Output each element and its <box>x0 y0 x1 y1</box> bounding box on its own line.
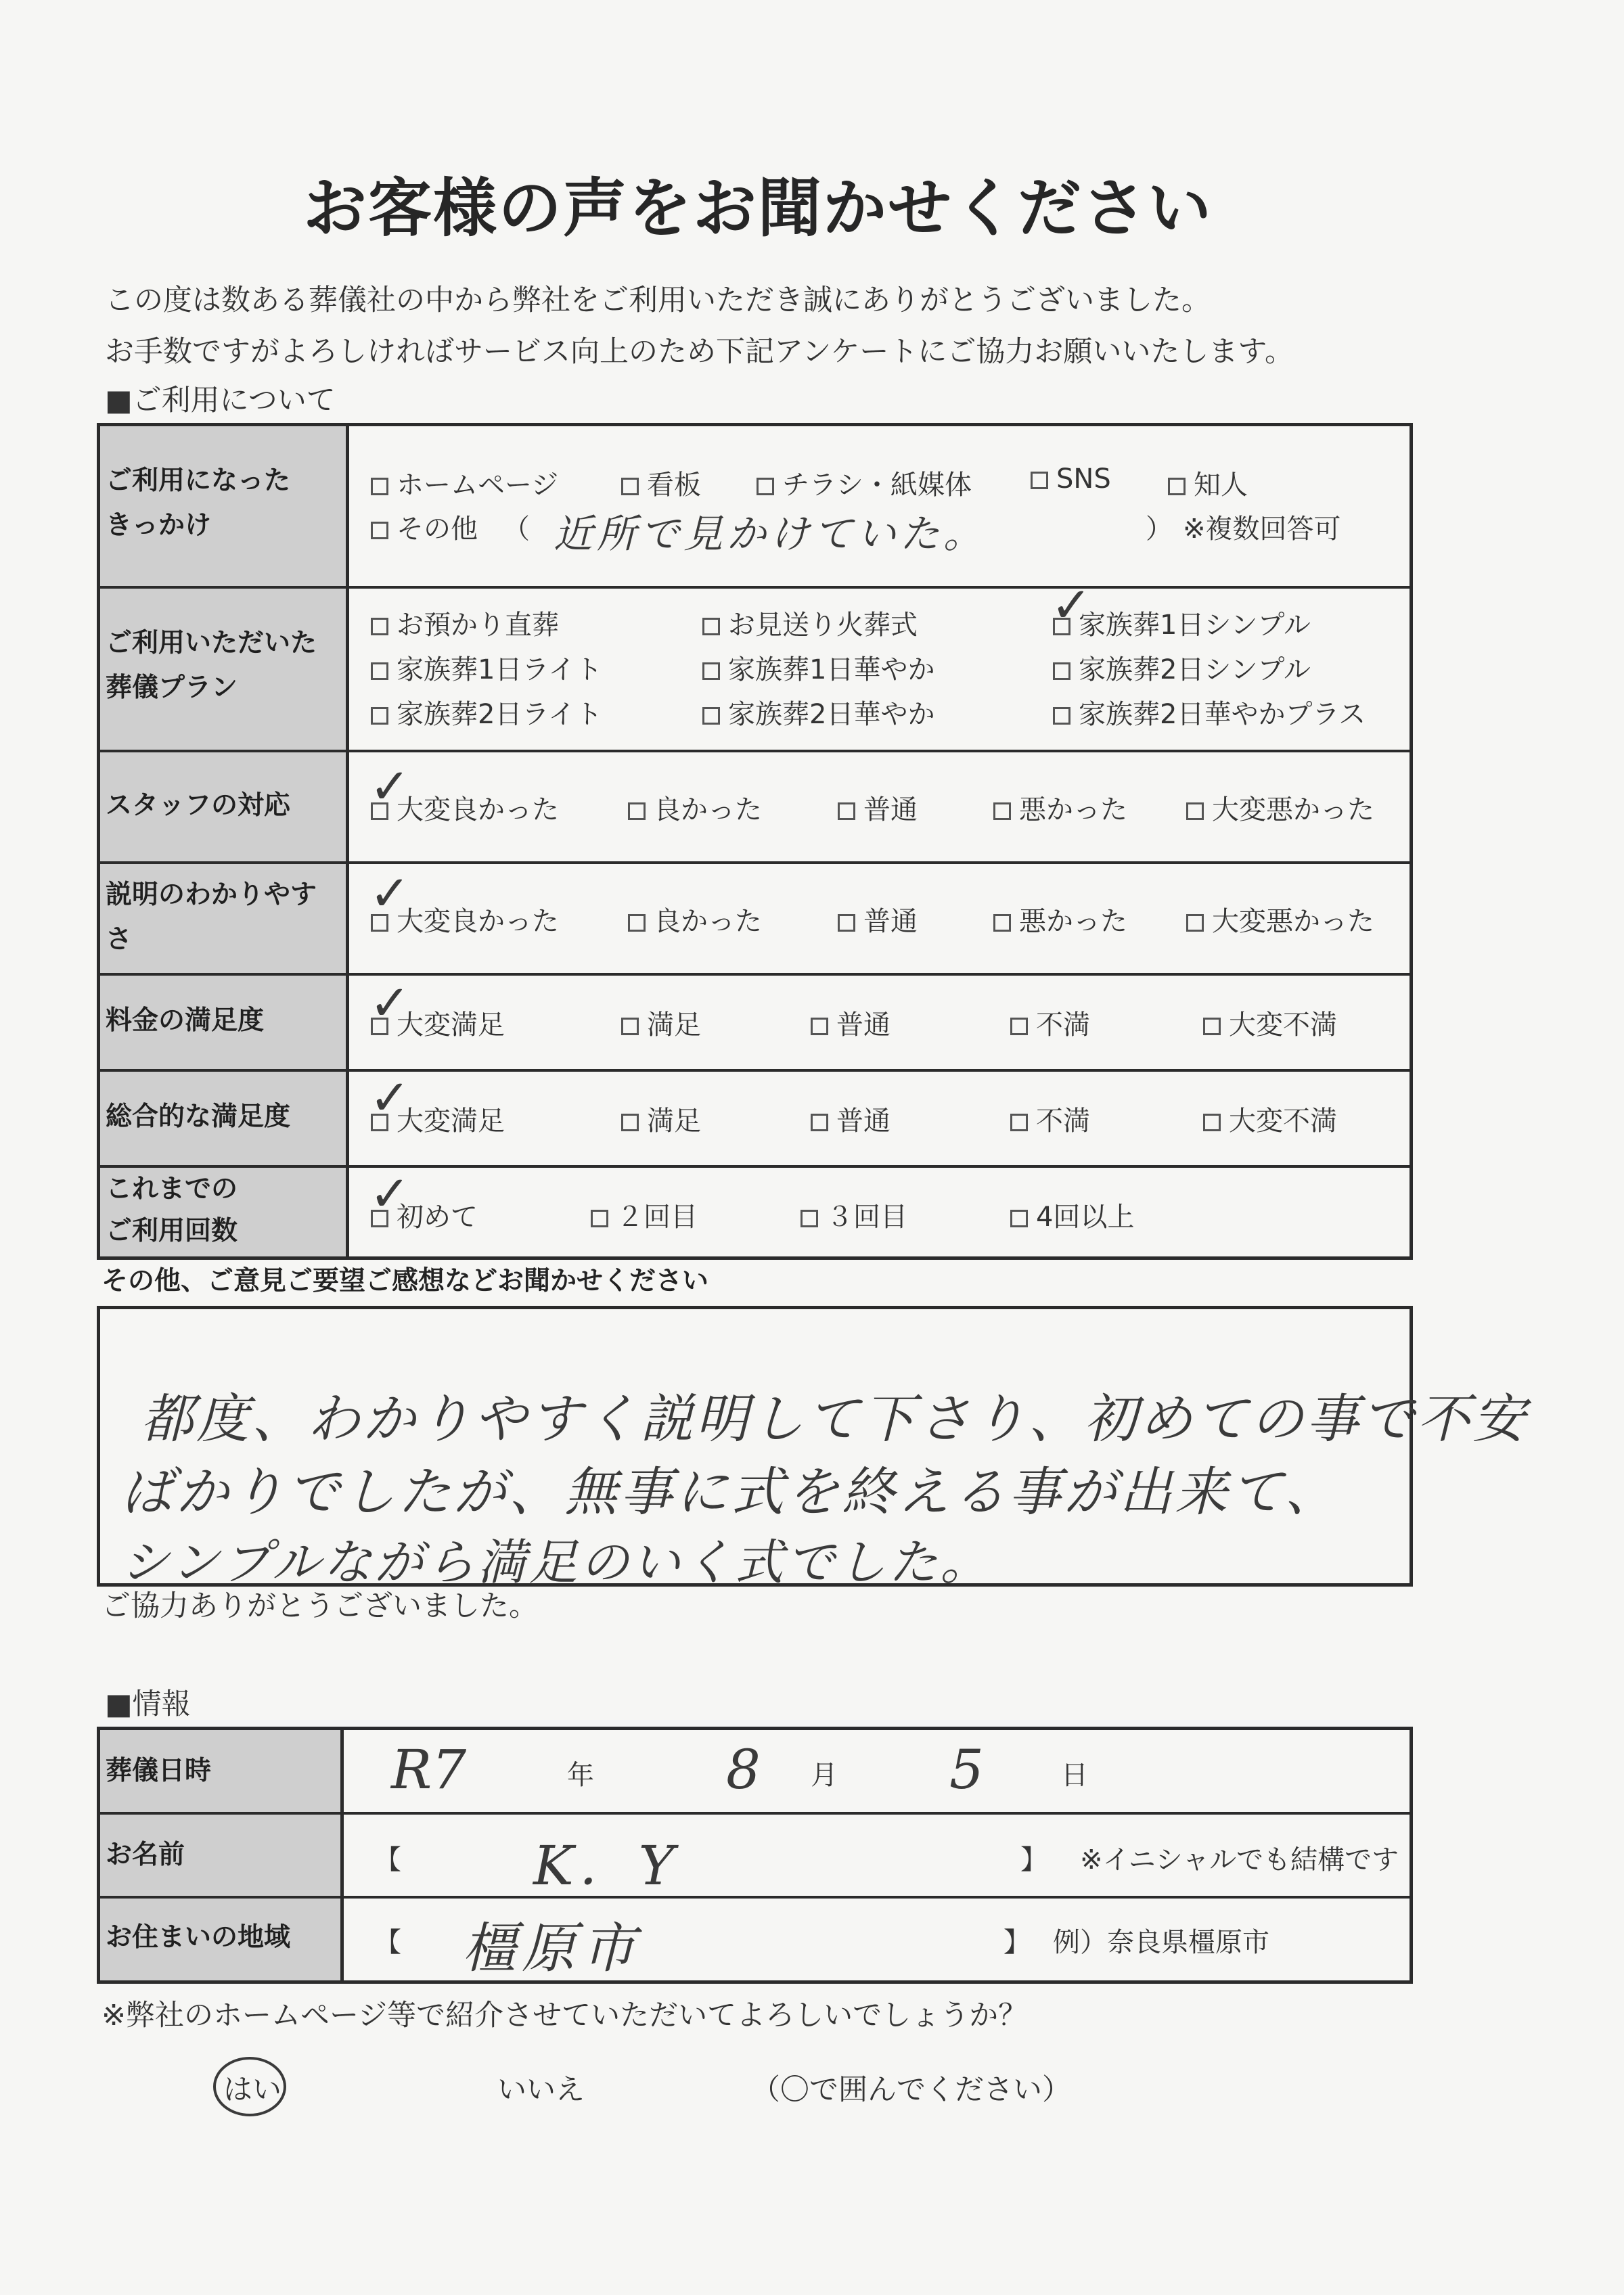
staff-option[interactable]: 悪かった <box>993 788 1127 827</box>
area-bracket-close: 】 <box>1003 1927 1031 1958</box>
checkbox-icon[interactable] <box>1203 1114 1221 1131</box>
visits-option[interactable]: ２回目 <box>591 1196 698 1234</box>
checkbox-icon[interactable] <box>702 707 720 725</box>
date-month-value[interactable]: 8 <box>726 1738 761 1801</box>
checkbox-icon[interactable] <box>591 1210 608 1227</box>
price-option[interactable]: 不満 <box>1010 1003 1090 1042</box>
area-example: 例）奈良県橿原市 <box>1053 1927 1269 1958</box>
price-option[interactable]: 普通 <box>811 1003 890 1042</box>
checkbox-icon[interactable] <box>800 1210 818 1227</box>
consent-instruction: （〇で囲んでください） <box>751 2073 1071 2107</box>
staff-check-mark-icon: ✓ <box>369 758 411 815</box>
checkbox-icon[interactable] <box>993 802 1011 820</box>
checkbox-icon[interactable] <box>621 478 639 495</box>
trigger-option[interactable]: 看板 <box>621 463 701 502</box>
checkbox-icon[interactable] <box>838 914 855 932</box>
plan-option[interactable]: お預かり直葬 <box>371 604 559 642</box>
checkbox-icon[interactable] <box>811 1018 828 1035</box>
checkbox-icon[interactable] <box>1053 707 1070 725</box>
checkbox-icon[interactable] <box>371 662 388 680</box>
checkbox-icon[interactable] <box>371 522 388 539</box>
info-section-heading: ■情報 <box>105 1687 191 1721</box>
comment-line-1: 都度、わかりやすく説明して下さり、初めての事で不安 <box>141 1389 1529 1450</box>
date-year-value[interactable]: R7 <box>391 1738 467 1801</box>
name-bracket-open: 【 <box>374 1844 401 1876</box>
name-value[interactable]: K．Y <box>533 1834 680 1897</box>
plan-label-1: ご利用いただいた <box>106 628 317 658</box>
checkbox-icon[interactable] <box>371 707 388 725</box>
checkbox-icon[interactable] <box>1010 1210 1028 1227</box>
clarity-label-1: 説明のわかりやす <box>106 880 317 910</box>
overall-label: 総合的な満足度 <box>106 1101 291 1132</box>
clarity-option[interactable]: 大変良かった <box>371 900 559 938</box>
checkbox-icon[interactable] <box>371 478 388 495</box>
visits-label-1: これまでの <box>106 1174 238 1204</box>
checkbox-icon[interactable] <box>757 478 774 495</box>
trigger-option[interactable]: SNS <box>1031 463 1111 495</box>
staff-option[interactable]: 普通 <box>838 788 918 827</box>
checkbox-icon[interactable] <box>621 1018 639 1035</box>
staff-option[interactable]: 大変良かった <box>371 788 559 827</box>
checkbox-icon[interactable] <box>993 914 1011 932</box>
overall-check-mark-icon: ✓ <box>369 1069 411 1126</box>
intro-line-2: お手数ですがよろしければサービス向上のため下記アンケートにご協力お願いいたします。 <box>105 335 1294 369</box>
overall-option[interactable]: 大変満足 <box>371 1099 505 1138</box>
plan-check-mark-icon: ✓ <box>1051 576 1092 633</box>
clarity-option[interactable]: 普通 <box>838 900 918 938</box>
checkbox-icon[interactable] <box>1203 1018 1221 1035</box>
clarity-check-mark-icon: ✓ <box>369 865 411 922</box>
trigger-other-option[interactable]: その他 <box>371 507 478 546</box>
checkbox-icon[interactable] <box>1186 914 1204 932</box>
checkbox-icon[interactable] <box>838 802 855 820</box>
checkbox-icon[interactable] <box>628 914 646 932</box>
clarity-option[interactable]: 悪かった <box>993 900 1127 938</box>
overall-option[interactable]: 満足 <box>621 1099 701 1138</box>
staff-label: スタッフの対応 <box>106 790 291 821</box>
date-year-unit: 年 <box>567 1760 594 1791</box>
visits-label-2: ご利用回数 <box>106 1216 238 1246</box>
thanks-text: ご協力ありがとうございました。 <box>102 1589 538 1623</box>
plan-option[interactable]: 家族葬2日華やかプラス <box>1053 693 1366 731</box>
overall-option[interactable]: 普通 <box>811 1099 890 1138</box>
clarity-option[interactable]: 良かった <box>628 900 762 938</box>
trigger-other-handwritten[interactable]: 近所で見かけていた。 <box>554 511 987 557</box>
checkbox-icon[interactable] <box>1053 662 1070 680</box>
checkbox-icon[interactable] <box>371 618 388 635</box>
visits-option[interactable]: 4回以上 <box>1010 1196 1134 1234</box>
checkbox-icon[interactable] <box>1031 472 1048 489</box>
visits-check-mark-icon: ✓ <box>369 1165 411 1222</box>
trigger-option[interactable]: 知人 <box>1168 463 1248 502</box>
checkbox-icon[interactable] <box>1010 1114 1028 1131</box>
comments-box[interactable] <box>97 1306 1529 1591</box>
usage-table <box>97 423 1413 1260</box>
name-label: お名前 <box>106 1840 185 1870</box>
checkbox-icon[interactable] <box>702 618 720 635</box>
checkbox-icon[interactable] <box>1168 478 1186 495</box>
consent-yes[interactable]: はい <box>223 2073 281 2107</box>
checkbox-icon[interactable] <box>811 1114 828 1131</box>
clarity-label-2: さ <box>106 924 133 955</box>
visits-option[interactable]: 初めて <box>371 1196 478 1234</box>
plan-option[interactable]: 家族葬2日華やか <box>702 693 934 731</box>
paren-open: （ <box>503 514 530 545</box>
intro-line-1: この度は数ある葬儀社の中から弊社をご利用いただき誠にありがとうございました。 <box>105 283 1211 317</box>
checkbox-icon[interactable] <box>1010 1018 1028 1035</box>
comment-line-2: ばかりでしたが、無事に式を終える事が出来て、 <box>120 1462 1340 1523</box>
area-label: お住まいの地域 <box>106 1922 291 1953</box>
plan-label-2: 葬儀プラン <box>106 673 238 703</box>
name-bracket-close: 】 <box>1020 1844 1047 1876</box>
price-option[interactable]: 満足 <box>621 1003 701 1042</box>
date-day-unit: 日 <box>1061 1760 1088 1791</box>
date-day-value[interactable]: 5 <box>949 1738 984 1801</box>
comments-heading: その他、ご意見ご要望ご感想などお聞かせください <box>102 1266 709 1296</box>
trigger-label-2: きっかけ <box>106 510 212 541</box>
plan-option[interactable]: 家族葬2日ライト <box>371 693 602 731</box>
checkbox-icon[interactable] <box>1186 802 1204 820</box>
clarity-option[interactable]: 大変悪かった <box>1186 900 1374 938</box>
date-month-unit: 月 <box>811 1760 838 1791</box>
trigger-label-1: ご利用になった <box>106 465 291 496</box>
checkbox-icon[interactable] <box>702 662 720 680</box>
plan-option[interactable]: お見送り火葬式 <box>702 604 918 642</box>
consent-no[interactable]: いいえ <box>497 2073 585 2107</box>
price-option[interactable]: 大変不満 <box>1203 1003 1337 1042</box>
visits-option[interactable]: ３回目 <box>800 1196 907 1234</box>
page-title: お客様の声をお聞かせください <box>302 172 1213 246</box>
checkbox-icon[interactable] <box>628 802 646 820</box>
multiple-answer-note: ※複数回答可 <box>1183 514 1341 545</box>
price-check-mark-icon: ✓ <box>369 974 411 1031</box>
usage-section-heading: ■ご利用について <box>105 384 336 417</box>
trigger-option[interactable]: ホームページ <box>371 463 558 502</box>
plan-option[interactable]: 家族葬2日シンプル <box>1053 648 1311 687</box>
checkbox-icon[interactable] <box>621 1114 639 1131</box>
staff-option[interactable]: 良かった <box>628 788 762 827</box>
info-table <box>97 1727 1413 1984</box>
plan-option[interactable]: 家族葬1日華やか <box>702 648 934 687</box>
price-option[interactable]: 大変満足 <box>371 1003 505 1042</box>
comment-line-3: シンプルながら満足のいく式でした。 <box>120 1534 992 1591</box>
area-value[interactable]: 橿原市 <box>462 1917 641 1980</box>
overall-option[interactable]: 不満 <box>1010 1099 1090 1138</box>
trigger-option[interactable]: チラシ・紙媒体 <box>757 463 972 502</box>
paren-close: ） <box>1146 514 1173 545</box>
area-bracket-open: 【 <box>374 1927 401 1958</box>
consent-question: ※弊社のホームページ等で紹介させていただいてよろしいでしょうか？ <box>102 1999 1028 2032</box>
plan-option[interactable]: 家族葬1日ライト <box>371 648 602 687</box>
name-note: ※イニシャルでも結構です <box>1080 1844 1399 1876</box>
overall-option[interactable]: 大変不満 <box>1203 1099 1337 1138</box>
date-label: 葬儀日時 <box>106 1756 212 1786</box>
plan-option[interactable]: 家族葬1日シンプル <box>1053 604 1311 642</box>
staff-option[interactable]: 大変悪かった <box>1186 788 1374 827</box>
price-label: 料金の満足度 <box>106 1005 265 1036</box>
